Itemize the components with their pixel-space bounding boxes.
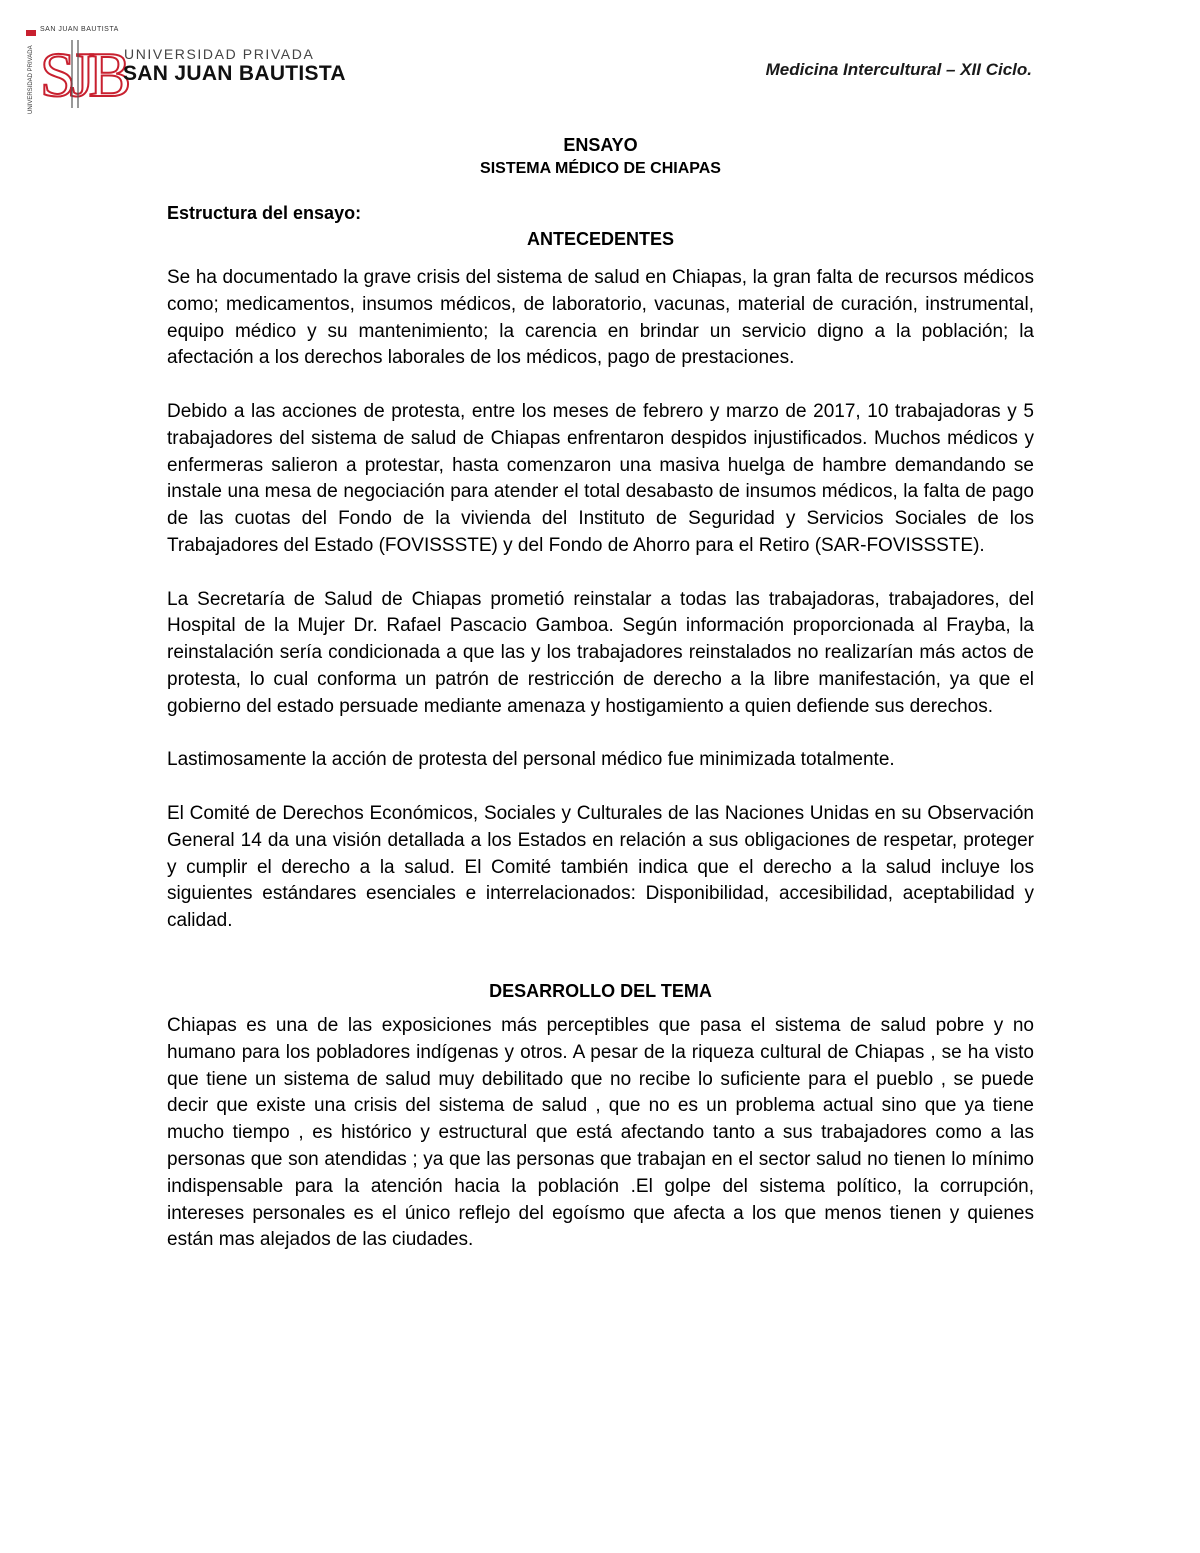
structure-label: Estructura del ensayo: [167, 203, 362, 223]
svg-text:UNIVERSIDAD PRIVADA: UNIVERSIDAD PRIVADA [28, 45, 34, 114]
document-subtitle: SISTEMA MÉDICO DE CHIAPAS [480, 160, 721, 177]
paragraph: Chiapas es una de las exposiciones más perceptibles que pasa el sistema de salud pobre y no humano para los pobladores indígenas y otros. A pesar de la riqueza cultural de Chiapas , se ha visto que tiene un sistema de salud muy debilitado que no recibe lo suficiente para el pueblo , se puede decir que existe una crisis del sistema de salud , que no es un problema actual sino que ya tiene mucho tiempo , es histórico y estructural que está afectando tanto a sus trabajadores como a las personas que son atendidas ; ya que las personas que trabajan en el sector salud no tienen lo mínimo indispensable para la atención hacia la población .El golpe del sistema político, la corrupción, intereses personales es el único reflejo del egoísmo que afecta a los que menos tienen y quienes están mas alejados de las ciudades. [167, 1014, 1034, 1251]
logo-university-label: UNIVERSIDAD PRIVADA [124, 46, 315, 62]
document-body [167, 133, 1034, 1281]
svg-text:SJB: SJB [40, 39, 126, 110]
section-heading-desarrollo: DESARROLLO DEL TEMA [489, 980, 712, 1001]
paragraph: El Comité de Derechos Económicos, Sociales y Culturales de las Naciones Unidas en su Observación General 14 da una visión detallada a los Estados en relación a sus obligaciones de respetar, proteger y cumplir el derecho a la salud. El Comité también indica que el derecho a la salud incluye los siguientes estándares esenciales e interrelacionados: Disponibilidad, accesibilidad, aceptabilidad y calidad. [167, 802, 1034, 932]
section-heading-antecedentes: ANTECEDENTES [526, 229, 674, 249]
paragraph: Se ha documentado la grave crisis del sistema de salud en Chiapas, la gran falta de recursos médicos como; medicamentos, insumos médicos, de laboratorio, vacunas, material de curación, instrumental, equipo médico y su mantenimiento; la carencia en brindar un servicio digno a la población; la afectación a los derechos laborales de los médicos, pago de prestaciones. [167, 267, 1034, 369]
document-title: ENSAYO [563, 135, 638, 155]
course-header: Medicina Intercultural – XII Ciclo. [765, 60, 1032, 79]
paragraph: Lastimosamente la acción de protesta del personal médico fue minimizada totalmente. [167, 749, 895, 771]
paragraph: Debido a las acciones de protesta, entre los meses de febrero y marzo de 2017, 10 trabajadoras y 5 trabajadores del sistema de salud de Chiapas enfrentaron despidos injustificados. Muchos médicos y enfermeras salieron a protestar, hasta comenzaron una masiva huelga de hambre demandando se instale una mesa de negociación para atender el total desabasto de insumos médicos, la falta de pago de las cuotas del Fondo de la vivienda del Instituto de Seguridad y Servicios Sociales de los Trabajadores del Estado (FOVISSSTE) y del Fondo de Ahorro para el Retiro (SAR-FOVISSSTE). [167, 400, 1034, 556]
logo-university-name: SAN JUAN BAUTISTA [123, 62, 346, 85]
paragraph: La Secretaría de Salud de Chiapas prometió reinstalar a todas las trabajadoras, trabajadores, del Hospital de la Mujer Dr. Rafael Pascacio Gamboa. Según información proporcionada al Frayba, la reinstalación sería condicionada a que las y los trabajadores reinstalados no realizarían más actos de protesta, lo cual conforma un patrón de restricción de derecho a la libre manifestación, ya que el gobierno del estado persuade mediante amenaza y hostigamiento a quien defiende sus derechos. [167, 588, 1034, 717]
logo-tagline: SAN JUAN BAUTISTA [40, 26, 119, 33]
